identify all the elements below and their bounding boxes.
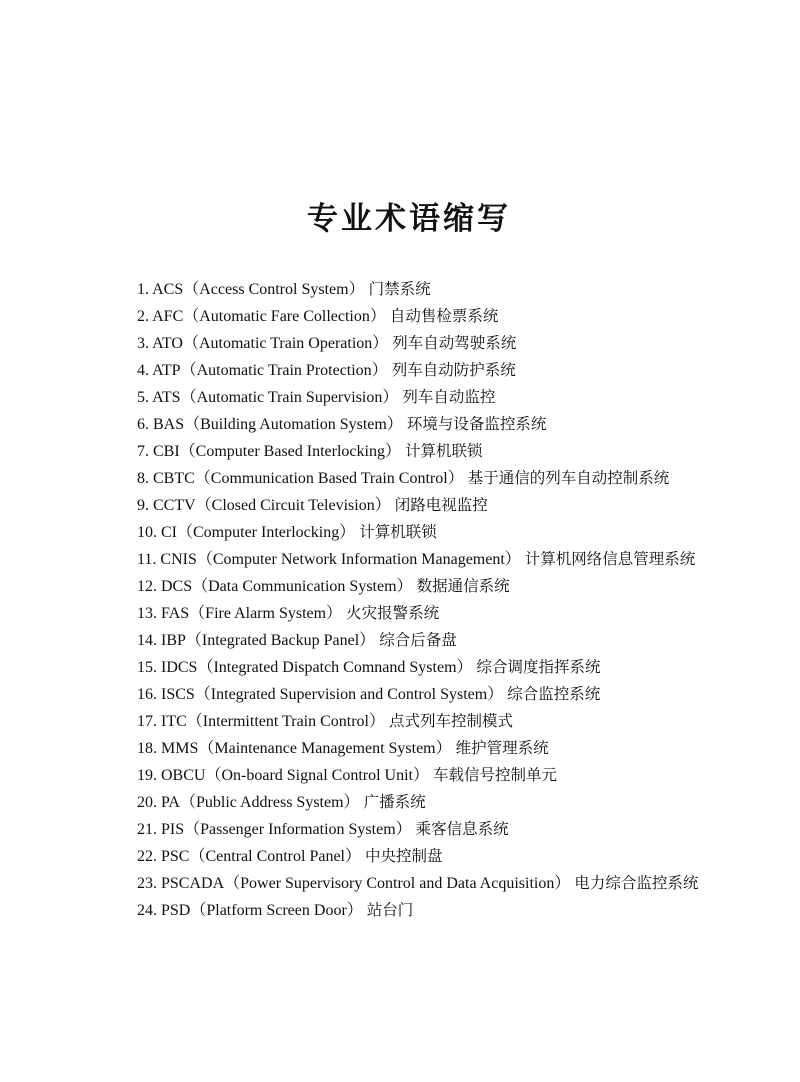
entry-chinese-term: 基于通信的列车自动控制系统: [467, 469, 670, 487]
document-page: [103, 0, 715, 1082]
entry-full-name: （Automatic Train Supervision）: [180, 389, 399, 406]
entry-full-name: （Building Automation System）: [184, 416, 403, 433]
entry-number: 2.: [137, 308, 149, 325]
abbreviation-entry: [103, 627, 715, 654]
entry-abbreviation: DCS: [161, 578, 193, 595]
entry-chinese-term: 自动售检票系统: [389, 307, 499, 325]
entry-number: 13.: [137, 605, 157, 622]
entry-abbreviation: CBTC: [153, 470, 195, 487]
entry-full-name: （Automatic Fare Collection）: [183, 308, 386, 325]
abbreviation-entry: [103, 600, 715, 627]
entry-full-name: （Power Supervisory Control and Data Acquisition）: [224, 875, 571, 892]
entry-full-name: （Maintenance Management System）: [198, 740, 452, 757]
entry-number: 7.: [137, 443, 149, 460]
entry-abbreviation: ATS: [152, 389, 181, 406]
entry-chinese-term: 点式列车控制模式: [389, 712, 514, 730]
abbreviation-entry: [103, 573, 715, 600]
entry-chinese-term: 列车自动驾驶系统: [392, 334, 517, 352]
entry-abbreviation: PSCADA: [161, 875, 225, 892]
entry-abbreviation: PA: [161, 794, 180, 811]
entry-full-name: （Public Address System）: [179, 794, 360, 811]
abbreviation-entry: [103, 519, 715, 546]
abbreviation-entry: [103, 897, 715, 924]
entry-number: 17.: [137, 713, 157, 730]
entry-full-name: （Access Control System）: [183, 281, 365, 298]
entry-chinese-term: 综合调度指挥系统: [476, 658, 601, 676]
entry-chinese-term: 站台门: [366, 901, 414, 919]
entry-abbreviation: OBCU: [161, 767, 206, 784]
entry-chinese-term: 火灾报警系统: [346, 604, 440, 622]
abbreviation-entry: [103, 789, 715, 816]
entry-number: 8.: [137, 470, 149, 487]
entry-number: 19.: [137, 767, 157, 784]
entry-abbreviation: ITC: [161, 713, 187, 730]
entry-abbreviation: CNIS: [160, 551, 197, 568]
entry-chinese-term: 电力综合监控系统: [574, 874, 699, 892]
abbreviation-entry: [103, 465, 715, 492]
entry-number: 16.: [137, 686, 157, 703]
entry-full-name: （Computer Network Information Management）: [196, 551, 521, 568]
entry-chinese-term: 门禁系统: [368, 280, 431, 298]
entry-number: 6.: [137, 416, 149, 433]
entry-chinese-term: 计算机联锁: [359, 523, 437, 541]
entry-abbreviation: CBI: [153, 443, 180, 460]
entry-full-name: （Computer Interlocking）: [177, 524, 356, 541]
entry-chinese-term: 中央控制盘: [365, 847, 443, 865]
entry-full-name: （Fire Alarm System）: [189, 605, 343, 622]
entry-number: 21.: [137, 821, 157, 838]
entry-chinese-term: 计算机网络信息管理系统: [524, 550, 696, 568]
entry-full-name: （Integrated Dispatch Comnand System）: [197, 659, 473, 676]
abbreviation-list: [103, 276, 715, 924]
entry-chinese-term: 广播系统: [363, 793, 426, 811]
entry-full-name: （Automatic Train Operation）: [182, 335, 389, 352]
entry-chinese-term: 车载信号控制单元: [433, 766, 558, 784]
abbreviation-entry: [103, 411, 715, 438]
abbreviation-entry: [103, 816, 715, 843]
abbreviation-entry: [103, 843, 715, 870]
entry-full-name: （Central Control Panel）: [189, 848, 362, 865]
entry-chinese-term: 列车自动监控: [402, 388, 496, 406]
entry-number: 1.: [137, 281, 149, 298]
entry-abbreviation: ACS: [152, 281, 184, 298]
entry-abbreviation: MMS: [161, 740, 199, 757]
entry-abbreviation: BAS: [153, 416, 185, 433]
entry-abbreviation: PSC: [161, 848, 190, 865]
entry-number: 11.: [137, 551, 157, 568]
abbreviation-entry: [103, 735, 715, 762]
entry-full-name: （Integrated Supervision and Control System）: [194, 686, 504, 703]
entry-abbreviation: AFC: [152, 308, 184, 325]
entry-number: 14.: [137, 632, 157, 649]
entry-full-name: （Automatic Train Protection）: [180, 362, 388, 379]
entry-chinese-term: 数据通信系统: [416, 577, 510, 595]
entry-number: 10.: [137, 524, 157, 541]
abbreviation-entry: [103, 546, 715, 573]
entry-full-name: （Passenger Information System）: [184, 821, 412, 838]
entry-abbreviation: IBP: [161, 632, 186, 649]
abbreviation-entry: [103, 492, 715, 519]
entry-chinese-term: 环境与设备监控系统: [406, 415, 547, 433]
entry-number: 18.: [137, 740, 157, 757]
entry-number: 3.: [137, 335, 149, 352]
entry-full-name: （Computer Based Interlocking）: [179, 443, 401, 460]
entry-number: 22.: [137, 848, 157, 865]
entry-abbreviation: IDCS: [161, 659, 198, 676]
abbreviation-entry: [103, 330, 715, 357]
entry-chinese-term: 闭路电视监控: [394, 496, 488, 514]
entry-number: 15.: [137, 659, 157, 676]
entry-full-name: （Intermittent Train Control）: [186, 713, 386, 730]
entry-number: 12.: [137, 578, 157, 595]
entry-chinese-term: 计算机联锁: [404, 442, 483, 460]
entry-full-name: （Communication Based Train Control）: [194, 470, 464, 487]
entry-abbreviation: CCTV: [153, 497, 196, 514]
entry-number: 23.: [137, 875, 157, 892]
entry-full-name: （Data Communication System）: [192, 578, 413, 595]
abbreviation-entry: [103, 276, 715, 303]
abbreviation-entry: [103, 708, 715, 735]
page-title: 专业术语缩写: [307, 201, 511, 237]
abbreviation-entry: [103, 762, 715, 789]
entry-abbreviation: FAS: [161, 605, 190, 622]
abbreviation-entry: [103, 681, 715, 708]
entry-chinese-term: 列车自动防护系统: [391, 361, 516, 379]
entry-abbreviation: CI: [161, 524, 177, 541]
entry-abbreviation: ATP: [152, 362, 181, 379]
entry-abbreviation: PSD: [161, 902, 191, 919]
entry-number: 9.: [137, 497, 149, 514]
entry-chinese-term: 维护管理系统: [455, 739, 549, 757]
abbreviation-entry: [103, 654, 715, 681]
entry-number: 20.: [137, 794, 157, 811]
entry-full-name: （Closed Circuit Television）: [195, 497, 391, 514]
abbreviation-entry: [103, 438, 715, 465]
entry-abbreviation: ATO: [152, 335, 183, 352]
entry-number: 4.: [137, 362, 149, 379]
entry-chinese-term: 综合后备盘: [379, 631, 457, 649]
abbreviation-entry: [103, 357, 715, 384]
entry-abbreviation: PIS: [161, 821, 185, 838]
entry-full-name: （On-board Signal Control Unit）: [205, 767, 429, 784]
entry-full-name: （Integrated Backup Panel）: [185, 632, 376, 649]
abbreviation-entry: [103, 384, 715, 411]
abbreviation-entry: [103, 870, 715, 897]
entry-chinese-term: 乘客信息系统: [415, 820, 509, 838]
entry-number: 5.: [137, 389, 149, 406]
entry-abbreviation: ISCS: [161, 686, 195, 703]
abbreviation-entry: [103, 303, 715, 330]
entry-full-name: （Platform Screen Door）: [190, 902, 363, 919]
entry-number: 24.: [137, 902, 157, 919]
entry-chinese-term: 综合监控系统: [507, 685, 601, 703]
